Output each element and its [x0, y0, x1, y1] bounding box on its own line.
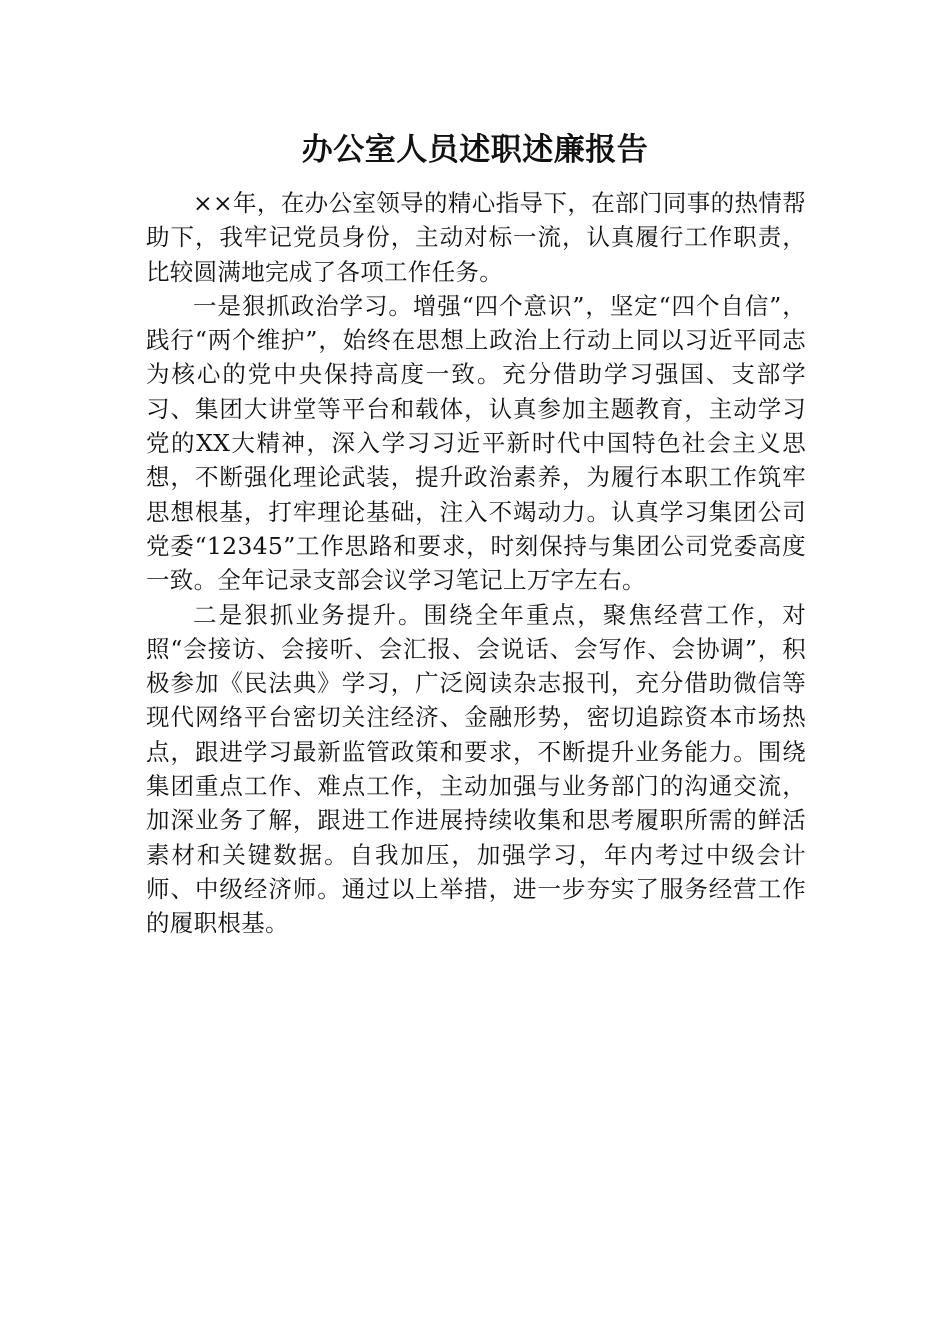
paragraph-intro: ××年，在办公室领导的精心指导下，在部门同事的热情帮助下，我牢记党员身份，主动对标一流，认真履行工作职责，比较圆满地完成了各项工作任务。	[146, 189, 806, 286]
paragraph-business-improvement: 二是狠抓业务提升。围绕全年重点，聚焦经营工作，对照“会接访、会接听、会汇报、会说话、会写作、会协调”，积极参加《民法典》学习，广泛阅读杂志报刊，充分借助微信等现代网络平台密切关注经济、金融形势，密切追踪资本市场热点，跟进学习最新监管政策和要求，不断提升业务能力。围绕集团重点工作、难点工作，主动加强与业务部门的沟通交流，加深业务了解，跟进工作进展持续收集和思考履职所需的鲜活素材和关键数据。自我加压，加强学习，年内考过中级会计师、中级经济师。通过以上举措，进一步夯实了服务经营工作的履职根基。	[146, 600, 806, 938]
document-title: 办公室人员述职述廉报告	[301, 132, 649, 168]
paragraph-political-study: 一是狠抓政治学习。增强“四个意识”，坚定“四个自信”，践行“两个维护”，始终在思想上政治上行动上同以习近平同志为核心的党中央保持高度一致。充分借助学习强国、支部学习、集团大讲堂等平台和载体，认真参加主题教育，主动学习党的XX大精神，深入学习习近平新时代中国特色社会主义思想，不断强化理论武装，提升政治素养，为履行本职工作筑牢思想根基，打牢理论基础，注入不竭动力。认真学习集团公司党委“12345”工作思路和要求，时刻保持与集团公司党委高度一致。全年记录支部会议学习笔记上万字左右。	[146, 291, 806, 595]
document-body	[146, 186, 806, 941]
